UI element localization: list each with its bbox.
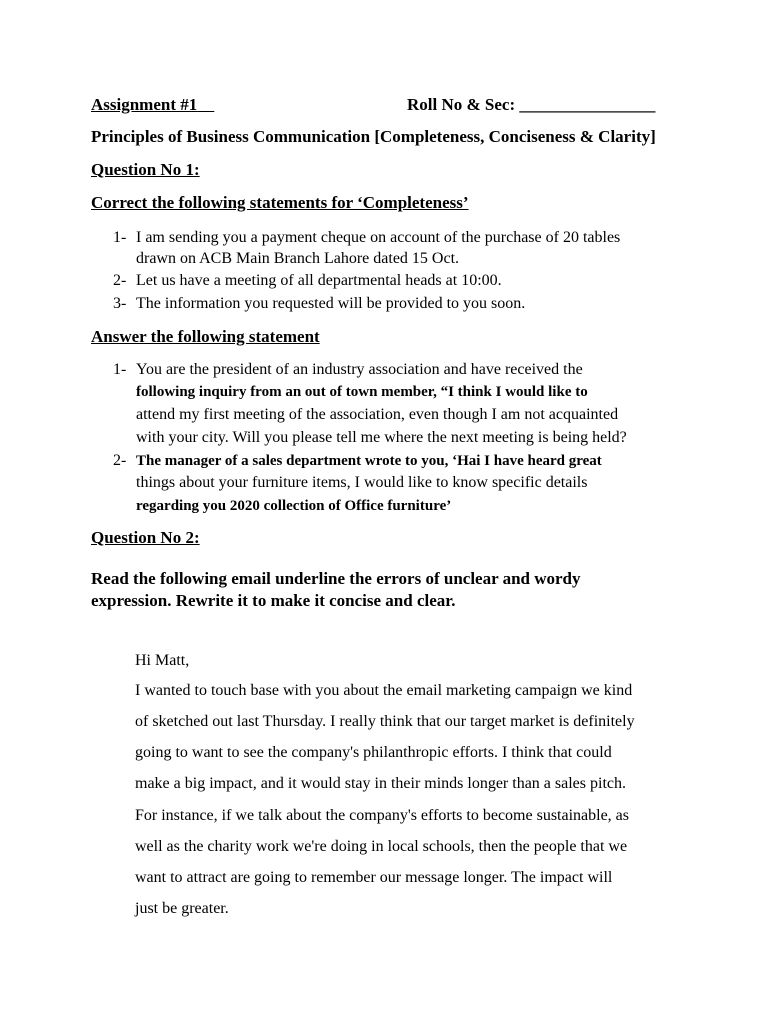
email-line: want to attract are going to remember our message longer. The impact will: [135, 869, 613, 886]
section-answer-title: Answer the following statement: [91, 327, 320, 346]
list-item-text: drawn on ACB Main Branch Lahore dated 15 Oct.: [136, 250, 460, 267]
list-item-number: 2-: [113, 272, 127, 289]
list-item-text: following inquiry from an out of town member, “I think I would like to: [136, 384, 588, 400]
list-item-number: 2-: [113, 452, 127, 469]
email-line: For instance, if we talk about the company's efforts to become sustainable, as: [135, 807, 630, 824]
list-item-text: I am sending you a payment cheque on account of the purchase of 20 tables: [136, 229, 621, 246]
question-1-title: Question No 1:: [91, 160, 200, 179]
list-item-text: The information you requested will be provided to you soon.: [136, 295, 526, 312]
email-line: just be greater.: [135, 900, 229, 917]
instruction-line: Read the following email underline the errors of unclear and wordy: [91, 569, 581, 588]
roll-number-field: [407, 94, 655, 116]
email-line: of sketched out last Thursday. I really think that our target market is definitely: [135, 713, 635, 730]
assignment-text: Assignment #1: [91, 95, 198, 114]
question-2-title: Question No 2:: [91, 528, 200, 547]
list-item-text: with your city. Will you please tell me where the next meeting is being held?: [136, 429, 627, 446]
list-item-text: things about your furniture items, I would like to know specific details: [136, 474, 588, 491]
list-item-text: You are the president of an industry association and have received the: [136, 361, 583, 378]
section-completeness-title: Correct the following statements for ‘Completeness’: [91, 193, 469, 212]
list-item-text: regarding you 2020 collection of Office furniture’: [136, 498, 452, 514]
email-line: make a big impact, and it would stay in their minds longer than a sales pitch.: [135, 775, 626, 792]
roll-label: Roll No & Sec:: [407, 95, 516, 114]
list-item-number: 3-: [113, 295, 127, 312]
list-item-number: 1-: [113, 361, 127, 378]
instruction-line: expression. Rewrite it to make it concise and clear.: [91, 591, 456, 610]
list-item-number: 1-: [113, 229, 127, 246]
email-greeting: Hi Matt,: [135, 652, 190, 669]
email-line: I wanted to touch base with you about the email marketing campaign we kind: [135, 682, 633, 699]
assignment-label: [91, 94, 214, 116]
list-item-text: attend my first meeting of the association, even though I am not acquainted: [136, 406, 619, 423]
course-title: Principles of Business Communication [Completeness, Conciseness & Clarity]: [91, 127, 656, 146]
email-line: well as the charity work we're doing in local schools, then the people that we: [135, 838, 628, 855]
roll-blank: ________________: [519, 95, 656, 114]
list-item-text: Let us have a meeting of all departmental heads at 10:00.: [136, 272, 502, 289]
email-line: going to want to see the company's philanthropic efforts. I think that could: [135, 744, 612, 761]
list-item-text: The manager of a sales department wrote to you, ‘Hai I have heard great: [136, 453, 602, 469]
